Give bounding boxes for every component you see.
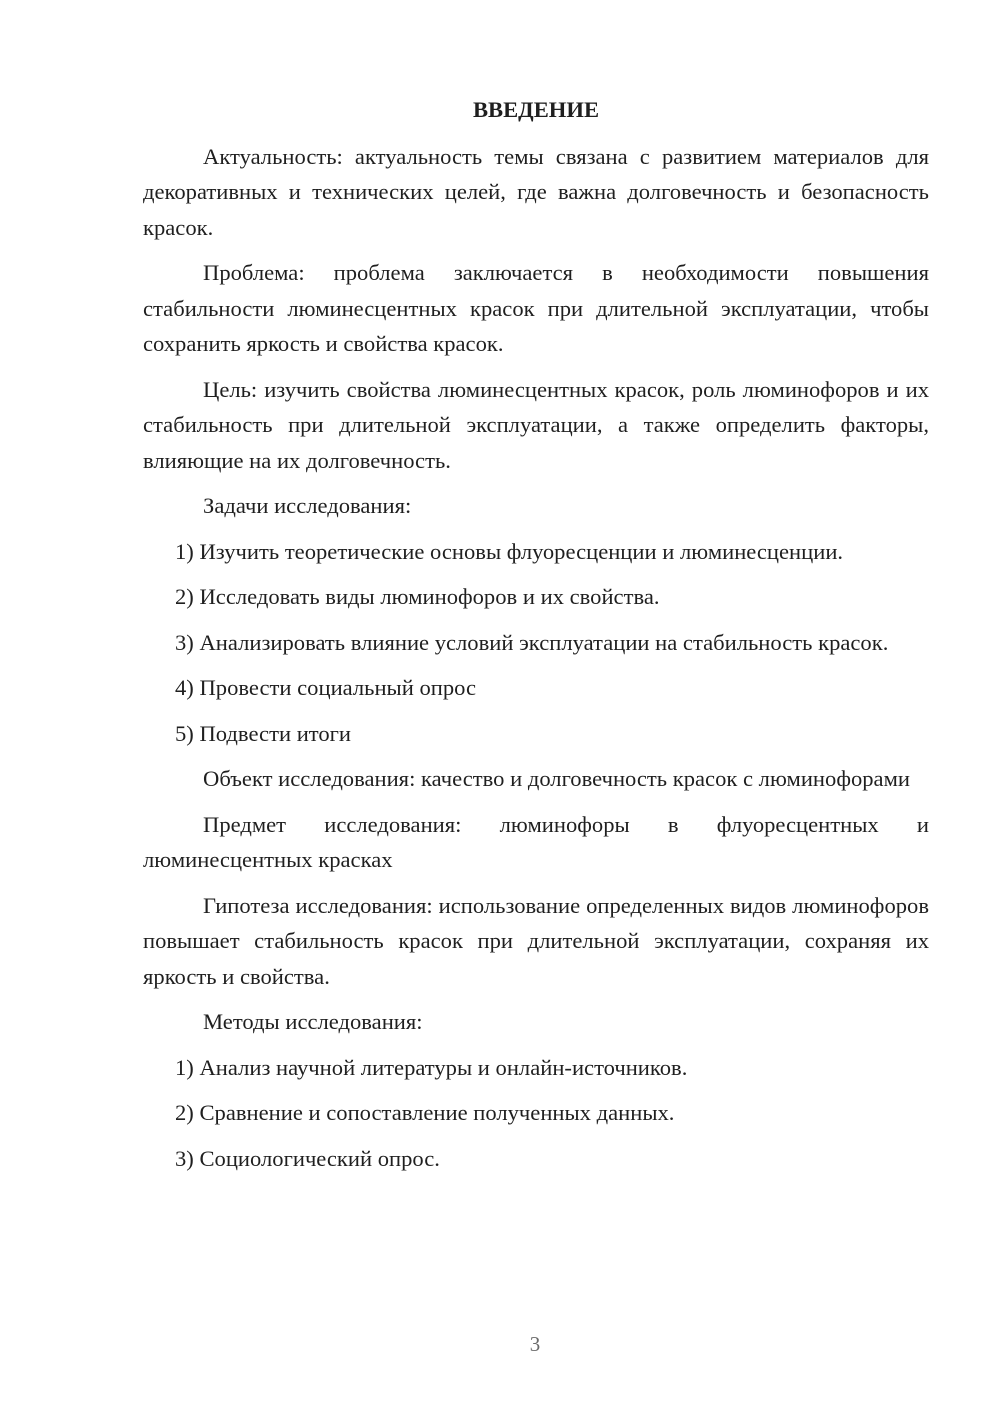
task-item-2: 2) Исследовать виды люминофоров и их свойства. — [175, 584, 660, 609]
method-item-2: 2) Сравнение и сопоставление полученных данных. — [175, 1100, 675, 1125]
object-paragraph: Объект исследования: качество и долговечность красок с люминофорами — [203, 766, 910, 791]
subject-paragraph: Предмет исследования: люминофоры в флуоресцентных и люминесцентных красках — [143, 811, 929, 872]
page-number: 3 — [529, 1332, 541, 1356]
task-item-3: 3) Анализировать влияние условий эксплуатации на стабильность красок. — [175, 629, 889, 655]
section-title: ВВЕДЕНИЕ — [472, 97, 600, 122]
task-item-4: 4) Провести социальный опрос — [175, 675, 477, 700]
relevance-paragraph: Актуальность: актуальность темы связана с развитием материалов для декоративных и технических целей, где важна долговечность и безопасность красок. — [143, 143, 929, 240]
hypothesis-paragraph: Гипотеза исследования: использование определенных видов люминофоров повышает стабильность красок при длительной эксплуатации, сохраняя их яркость и свойства. — [143, 892, 929, 989]
methods-heading: Методы исследования: — [203, 1009, 423, 1034]
task-item-5: 5) Подвести итоги — [175, 720, 352, 746]
method-item-1: 1) Анализ научной литературы и онлайн-источников. — [175, 1054, 688, 1080]
goal-paragraph: Цель: изучить свойства люминесцентных красок, роль люминофоров и их стабильность при длительной эксплуатации, а также определить факторы, влияющие на их долговечность. — [143, 376, 929, 473]
tasks-heading: Задачи исследования: — [203, 493, 412, 518]
document-page — [143, 92, 929, 1186]
task-item-1: 1) Изучить теоретические основы флуоресценции и люминесценции. — [175, 538, 844, 564]
problem-paragraph: Проблема: проблема заключается в необходимости повышения стабильности люминесцентных красок при длительной эксплуатации, чтобы сохранить яркость и свойства красок. — [143, 260, 929, 356]
method-item-3: 3) Социологический опрос. — [175, 1145, 440, 1171]
